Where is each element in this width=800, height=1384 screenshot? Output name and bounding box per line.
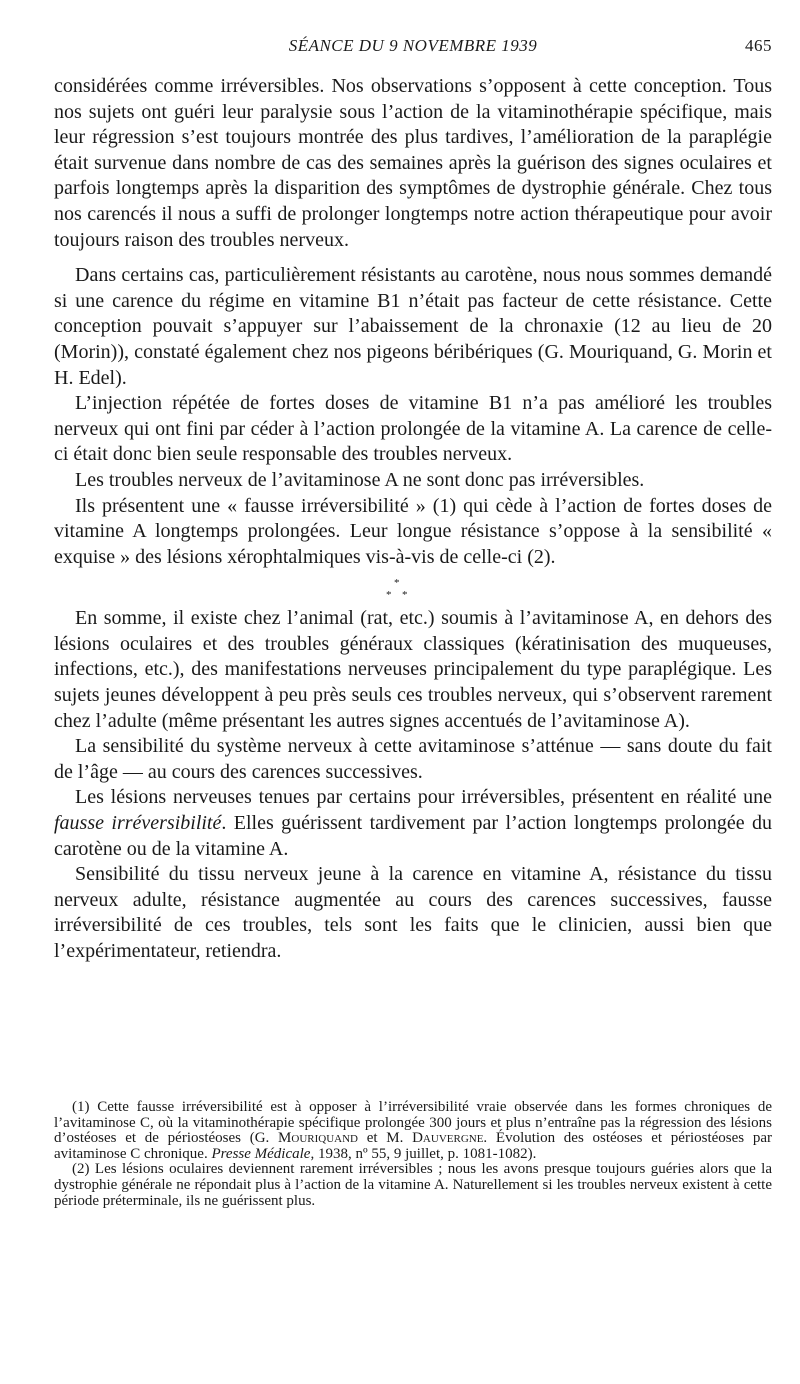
paragraph-8-text-end: . Elles guérissent tardivement par l’action longtemps prolongée du carotène ou de la vitamine A. (54, 812, 772, 860)
paragraph-5: Ils présentent une « fausse irréversibilité » (1) qui cède à l’action de fortes doses de vitamine A longtemps prolongées. Leur longue résistance s’oppose à la sensibilité « exquise » des lésions xérophtalmiques vis-à-vis de celle-ci (2). (54, 494, 772, 568)
footnote-1-title: . Évolution des ostéoses et périostéoses par avitaminose C chronique. (54, 1130, 773, 1162)
paragraph-2: Dans certains cas, particulièrement résistants au carotène, nous nous sommes demandé si une carence du régime en vitamine B1 n’était pas facteur de cette résistance. Cette conception pouvait s’appuyer sur l’abaissement de la chronaxie (12 au lieu de 20 (Morin)), constaté également chez nos pigeons béribériques (G. Mouriquand, G. Morin et H. Edel). (54, 264, 772, 389)
main-text (54, 74, 772, 965)
asterism-star: * (394, 577, 400, 590)
footnote-1-journal: Presse Médicale (211, 1145, 311, 1162)
asterism-separator (54, 570, 772, 606)
footnotes (54, 1100, 772, 1209)
paragraph-3: L’injection répétée de fortes doses de vitamine B1 n’a pas amélioré les troubles nerveux qui ont fini par céder à l’action prolongée de la vitamine A. La carence de celle-ci était donc bien seule responsable des troubles nerveux. (54, 392, 772, 466)
paragraph-9: Sensibilité du tissu nerveux jeune à la carence en vitamine A, résistance du tissu nerveux adulte, résistance augmentée au cours des carences successives, fausse irréversibilité de ces troubles, tels sont les faits que le clinicien, aussi bien que l’expérimentateur, retiendra. (54, 863, 772, 962)
asterism-star: * (386, 589, 392, 602)
page-number: 465 (745, 36, 772, 55)
paragraph-4: Les troubles nerveux de l’avitaminose A ne sont donc pas irréversibles. (75, 468, 645, 491)
running-title: SÉANCE DU 9 NOVEMBRE 1939 (288, 36, 538, 55)
footnote-1-author-2: Dauvergne (412, 1130, 484, 1147)
footnote-1 (54, 1100, 772, 1162)
footnote-2: (2) Les lésions oculaires deviennent rarement irréversibles ; nous les avons presque toujours guéries alors que la dystrophie générale ne répondait plus à l’action de la vitamine A. Naturellement si les troubles nerveux existent à cette période préterminale, ils ne guérissent plus. (54, 1161, 772, 1209)
footnote-1-text: (1) Cette fausse irréversibilité est à opposer à l’irréversibilité vraie observée dans les formes chroniques de l’avitaminose C, où la vitaminothérapie spécifique prolongée 300 jours et plus n’entraîne pas la régression des lésions d’ostéoses et de périostéoses (G. (54, 1099, 772, 1147)
footnote-1-citation: , 1938, nº 55, 9 juillet, p. 1081-1082). (310, 1145, 537, 1162)
paragraph-8-emphasis: fausse irréversibilité (54, 812, 222, 835)
paragraph-6: En somme, il existe chez l’animal (rat, etc.) soumis à l’avitaminose A, en dehors des lésions oculaires et des troubles généraux classiques (kératinisation des muqueuses, infections, etc.), des manifestations nerveuses principalement du type paraplégique. Les sujets jeunes développent à peu près seuls ces troubles nerveux, qui s’observent rarement chez l’adulte (même présentant les autres signes accentués de l’avitaminose A). (54, 607, 772, 732)
asterism-star: * (402, 589, 408, 602)
paragraph-8 (54, 785, 772, 862)
footnote-1-conjunction: et M. (357, 1130, 413, 1147)
paragraph-1: considérées comme irréversibles. Nos observations s’opposent à cette conception. Tous nos sujets ont guéri leur paralysie sous l’action de la vitaminothérapie spécifique, mais leur régression s’est toujours montrée des plus tardives, l’amélioration de la paraplégie était survenue dans nombre de cas des semaines après la guérison des signes oculaires et parfois longtemps après la disparition des symptômes de dystrophie générale. Chez tous nos carencés il nous a suffi de prolonger longtemps notre action thérapeutique pour avoir toujours raison des troubles nerveux. (54, 75, 772, 251)
footnote-1-author-1: Mouriquand (278, 1130, 358, 1147)
paragraph-7: La sensibilité du système nerveux à cette avitaminose s’atténue — sans doute du fait de l’âge — au cours des carences successives. (54, 735, 772, 783)
running-header (54, 36, 772, 68)
paragraph-8-text: Les lésions nerveuses tenues par certains pour irréversibles, présentent en réalité une (75, 786, 772, 809)
